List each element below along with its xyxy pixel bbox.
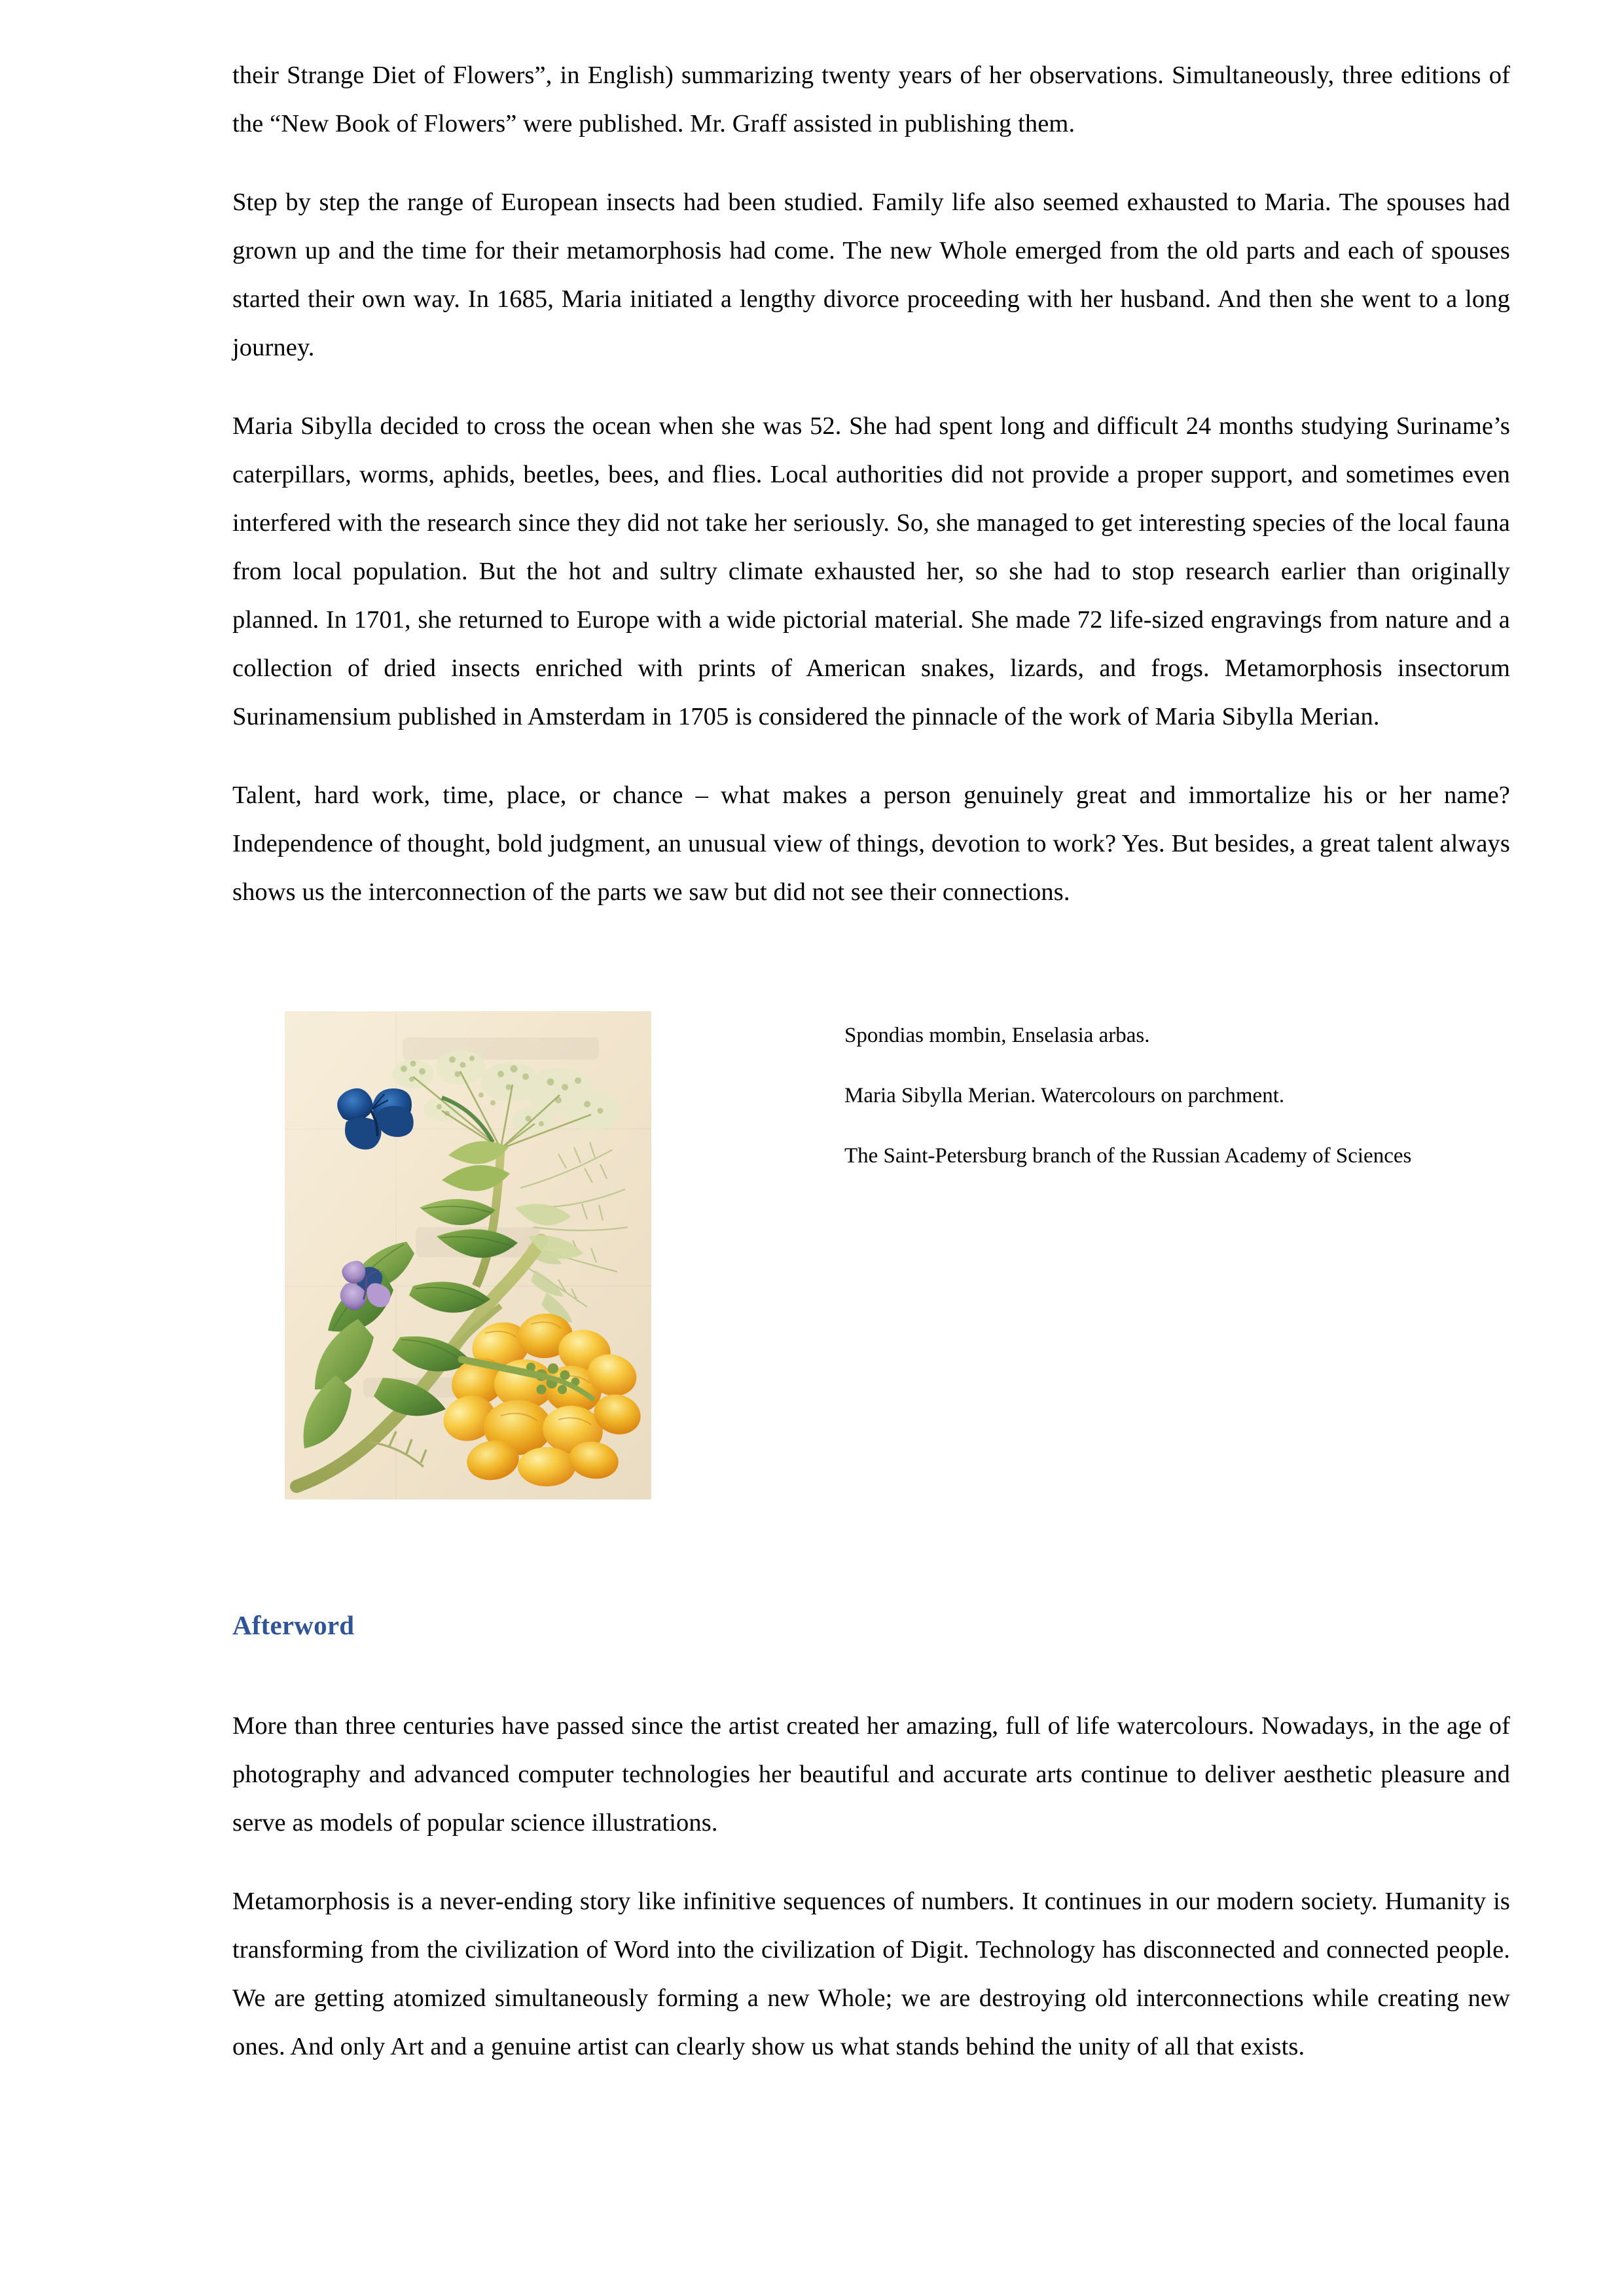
paragraph-talent: Talent, hard work, time, place, or chance – what makes a person genuinely great and immortalize his or her name? Independence of thought, bold judgment, an unusual view of things, devotion to work? Yes. But besides, a great talent always shows us the interconnection of the parts we saw but did not see their connections.	[232, 781, 1510, 906]
botanical-illustration-image	[285, 1011, 651, 1499]
afterword-text-column	[232, 1702, 1510, 2071]
paragraph-afterword-1: More than three centuries have passed since the artist created her amazing, full of life watercolours. Nowadays, in the age of photography and advanced computer technologies her beautiful and accurate arts continue to deliver aesthetic pleasure and serve as models of popular science illustrations.	[232, 1712, 1510, 1837]
paragraph-afterword-2: Metamorphosis is a never-ending story like infinitive sequences of numbers. It continues in our modern society. Humanity is transforming from the civilization of Word into the civilization of Digit. Technology has disconnected and connected people. We are getting atomized simultaneously forming a new Whole; we are destroying old interconnections while creating new ones. And only Art and a genuine artist can clearly show us what stands behind the unity of all that exists.	[232, 1888, 1510, 2060]
caption-collection: The Saint-Petersburg branch of the Russian Academy of Sciences	[844, 1144, 1412, 1168]
figure-caption	[844, 1020, 1463, 1171]
paragraph-european-insects: Step by step the range of European insects had been studied. Family life also seemed exhausted to Maria. The spouses had grown up and the time for their metamorphosis had come. The new Whole emerged from the old parts and each of spouses started their own way. In 1685, Maria initiated a lengthy divorce proceeding with her husband. And then she went to a long journey.	[232, 188, 1510, 361]
paragraph-intro-continued: their Strange Diet of Flowers”, in English) summarizing twenty years of her observations. Simultaneously, three editions of the “New Book of Flowers” were published. Mr. Graff assisted in publishing them.	[232, 62, 1510, 137]
afterword-heading: Afterword	[232, 1610, 355, 1640]
caption-species: Spondias mombin, Enselasia arbas.	[844, 1024, 1150, 1047]
caption-artist: Maria Sibylla Merian. Watercolours on parchment.	[844, 1084, 1285, 1107]
main-text-column	[232, 51, 1510, 916]
paragraph-suriname-voyage: Maria Sibylla decided to cross the ocean when she was 52. She had spent long and difficult 24 months studying Suriname’s caterpillars, worms, aphids, beetles, bees, and flies. Local authorities did not provide a proper support, and sometimes even interfered with the research since they did not take her seriously. So, she managed to get interesting species of the local fauna from local population. But the hot and sultry climate exhausted her, so she had to stop research earlier than originally planned. In 1701, she returned to Europe with a wide pictorial material. She made 72 life-sized engravings from nature and a collection of dried insects enriched with prints of American snakes, lizards, and frogs. Metamorphosis insectorum Surinamensium published in Amsterdam in 1705 is considered the pinnacle of the work of Maria Sibylla Merian.	[232, 412, 1510, 730]
figure	[285, 1011, 1463, 1509]
